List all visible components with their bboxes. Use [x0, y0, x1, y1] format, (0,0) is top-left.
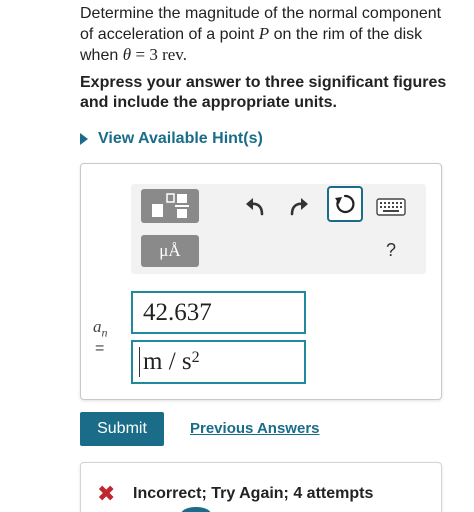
answer-variable-subscript: n	[101, 325, 108, 340]
answer-instructions	[80, 73, 460, 113]
view-hints-link[interactable]	[80, 130, 263, 148]
units-base: m / s	[143, 348, 192, 375]
previous-answers-link[interactable]: Previous Answers	[190, 420, 320, 437]
redo-button[interactable]	[285, 193, 313, 221]
undo-button[interactable]	[241, 193, 269, 221]
keyboard-button[interactable]	[375, 196, 407, 218]
value-input[interactable]: 42.637	[131, 291, 306, 334]
instructions-line-2: and include the appropriate units.	[80, 94, 337, 111]
redo-icon	[288, 197, 310, 217]
templates-icon	[148, 192, 192, 220]
keyboard-icon	[376, 198, 406, 216]
reset-button[interactable]	[327, 186, 363, 222]
point-variable: P	[258, 24, 270, 43]
theta-variable: θ	[122, 45, 132, 64]
units-exponent: 2	[191, 349, 200, 366]
caret-right-icon	[80, 133, 88, 145]
problem-text	[80, 4, 460, 66]
undo-icon	[244, 197, 266, 217]
answer-variable	[93, 317, 108, 340]
problem-line-1: Determine the magnitude of the normal component	[80, 5, 442, 22]
templates-button[interactable]	[141, 189, 199, 223]
instructions-line-1: Express your answer to three significant figures	[80, 74, 447, 91]
help-button[interactable]: ?	[385, 239, 396, 260]
feedback-box	[80, 462, 442, 512]
equals-sign: =	[95, 340, 105, 357]
units-input[interactable]	[131, 340, 306, 384]
answer-box	[80, 163, 442, 400]
problem-line-3-pre: when	[80, 47, 119, 64]
reset-icon	[334, 193, 356, 215]
problem-line-3	[80, 45, 460, 66]
submit-button[interactable]: Submit	[80, 412, 164, 446]
problem-line-2-pre: of acceleration of a point	[80, 26, 255, 43]
incorrect-icon: ✖	[97, 481, 116, 506]
text-cursor	[139, 347, 140, 377]
problem-line-2	[80, 24, 460, 45]
answer-variable-symbol: a	[93, 317, 102, 336]
feedback-message: Incorrect; Try Again; 4 attempts	[133, 485, 374, 502]
units-button[interactable]: μÅ	[141, 235, 199, 267]
theta-value: = 3 rev.	[135, 45, 187, 64]
problem-line-2-post: on the rim of the disk	[273, 26, 423, 43]
feedback-indicator-icon	[181, 507, 211, 512]
math-toolbar	[131, 184, 426, 274]
view-hints-label: View Available Hint(s)	[98, 130, 263, 147]
